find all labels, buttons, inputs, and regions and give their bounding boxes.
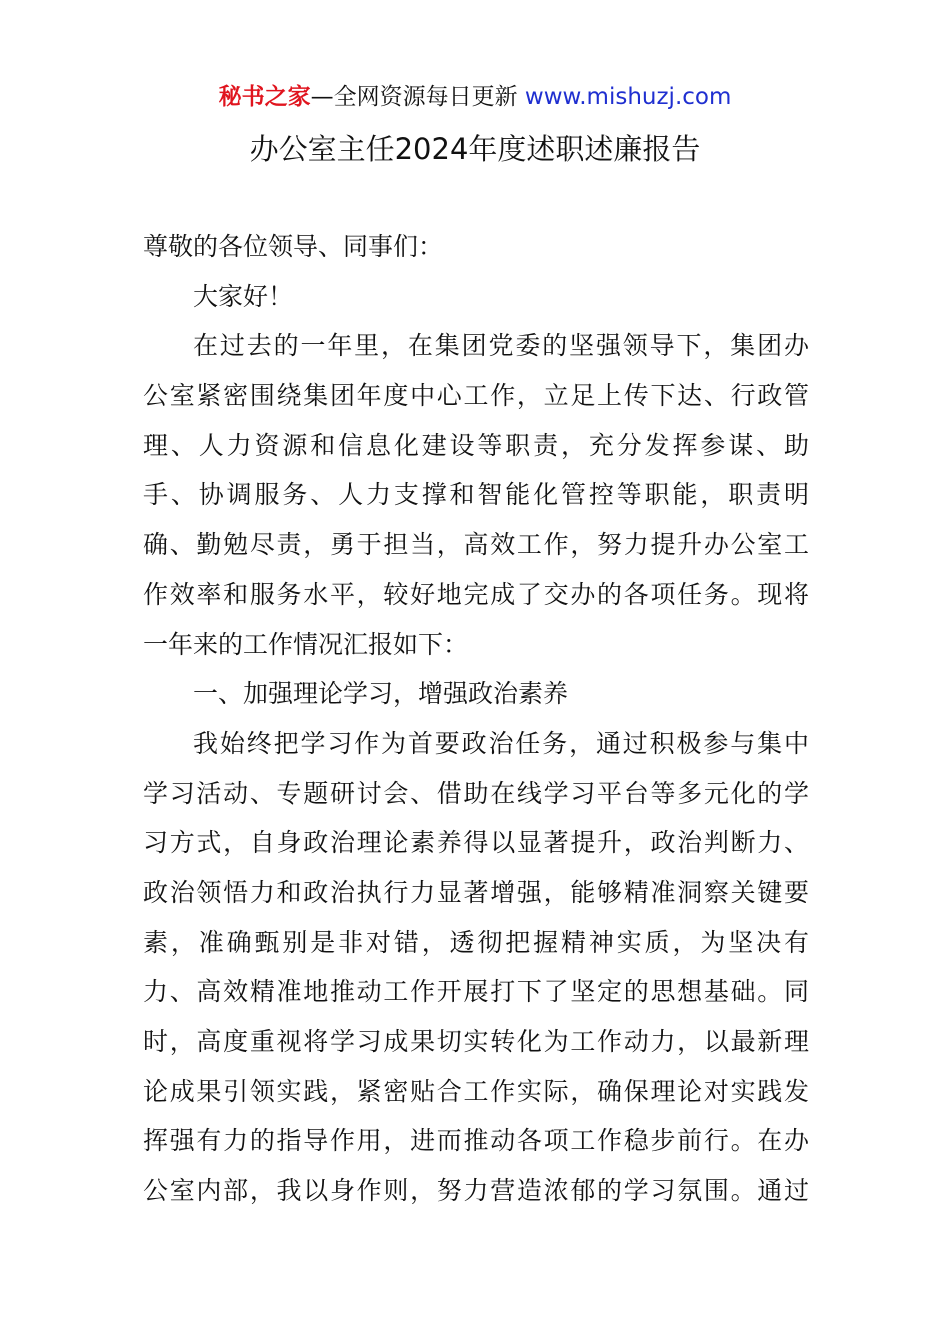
paragraph-line: 我始终把学习作为首要政治任务，通过积极参与集中	[193, 728, 809, 758]
paragraph-line: 公室紧密围绕集团年度中心工作，立足上传下达、行政管	[143, 381, 809, 411]
paragraph-line: 习方式，自身政治理论素养得以显著提升，政治判断力、	[143, 828, 809, 858]
paragraph-line: 学习活动、专题研讨会、借助在线学习平台等多元化的学	[143, 778, 809, 808]
brand-name: 秘书之家	[218, 84, 311, 110]
paragraph-line: 挥强有力的指导作用，进而推动各项工作稳步前行。在办	[143, 1126, 809, 1156]
paragraph-study	[143, 719, 809, 1216]
paragraph-line: 时，高度重视将学习成果切实转化为工作动力，以最新理	[143, 1027, 809, 1056]
paragraph-line: 一年来的工作情况汇报如下：	[143, 629, 469, 659]
greeting: 大家好！	[193, 281, 294, 311]
paragraph-line: 手、协调服务、人力支撑和智能化管控等职能，职责明	[143, 480, 809, 510]
document-title: 办公室主任2024年度述职述廉报告	[249, 132, 701, 166]
site-url-link[interactable]: www.mishuzj.com	[524, 84, 732, 110]
paragraph-line: 素，准确甄别是非对错，透彻把握精神实质，为坚决有	[143, 927, 809, 957]
salutation: 尊敬的各位领导、同事们：	[143, 232, 444, 261]
paragraph-line: 力、高效精准地推动工作开展打下了坚定的思想基础。同	[143, 977, 809, 1007]
paragraph-line: 在过去的一年里，在集团党委的坚强领导下，集团办	[193, 331, 809, 361]
site-header	[0, 80, 950, 114]
paragraph-line: 政治领悟力和政治执行力显著增强，能够精准洞察关键要	[143, 877, 809, 907]
paragraph-intro	[143, 321, 809, 669]
paragraph-line: 作效率和服务水平，较好地完成了交办的各项任务。现将	[143, 579, 809, 609]
paragraph-line: 公室内部，我以身作则，努力营造浓郁的学习氛围。通过	[143, 1176, 809, 1206]
header-tagline: —全网资源每日更新	[310, 84, 525, 110]
document-body	[143, 222, 809, 1216]
paragraph-line: 确、勤勉尽责，勇于担当，高效工作，努力提升办公室工	[143, 530, 809, 560]
paragraph-line: 论成果引领实践，紧密贴合工作实际，确保理论对实践发	[143, 1076, 809, 1106]
section-heading: 一、加强理论学习，增强政治素养	[193, 679, 569, 709]
paragraph-line: 理、人力资源和信息化建设等职责，充分发挥参谋、助	[143, 430, 809, 460]
